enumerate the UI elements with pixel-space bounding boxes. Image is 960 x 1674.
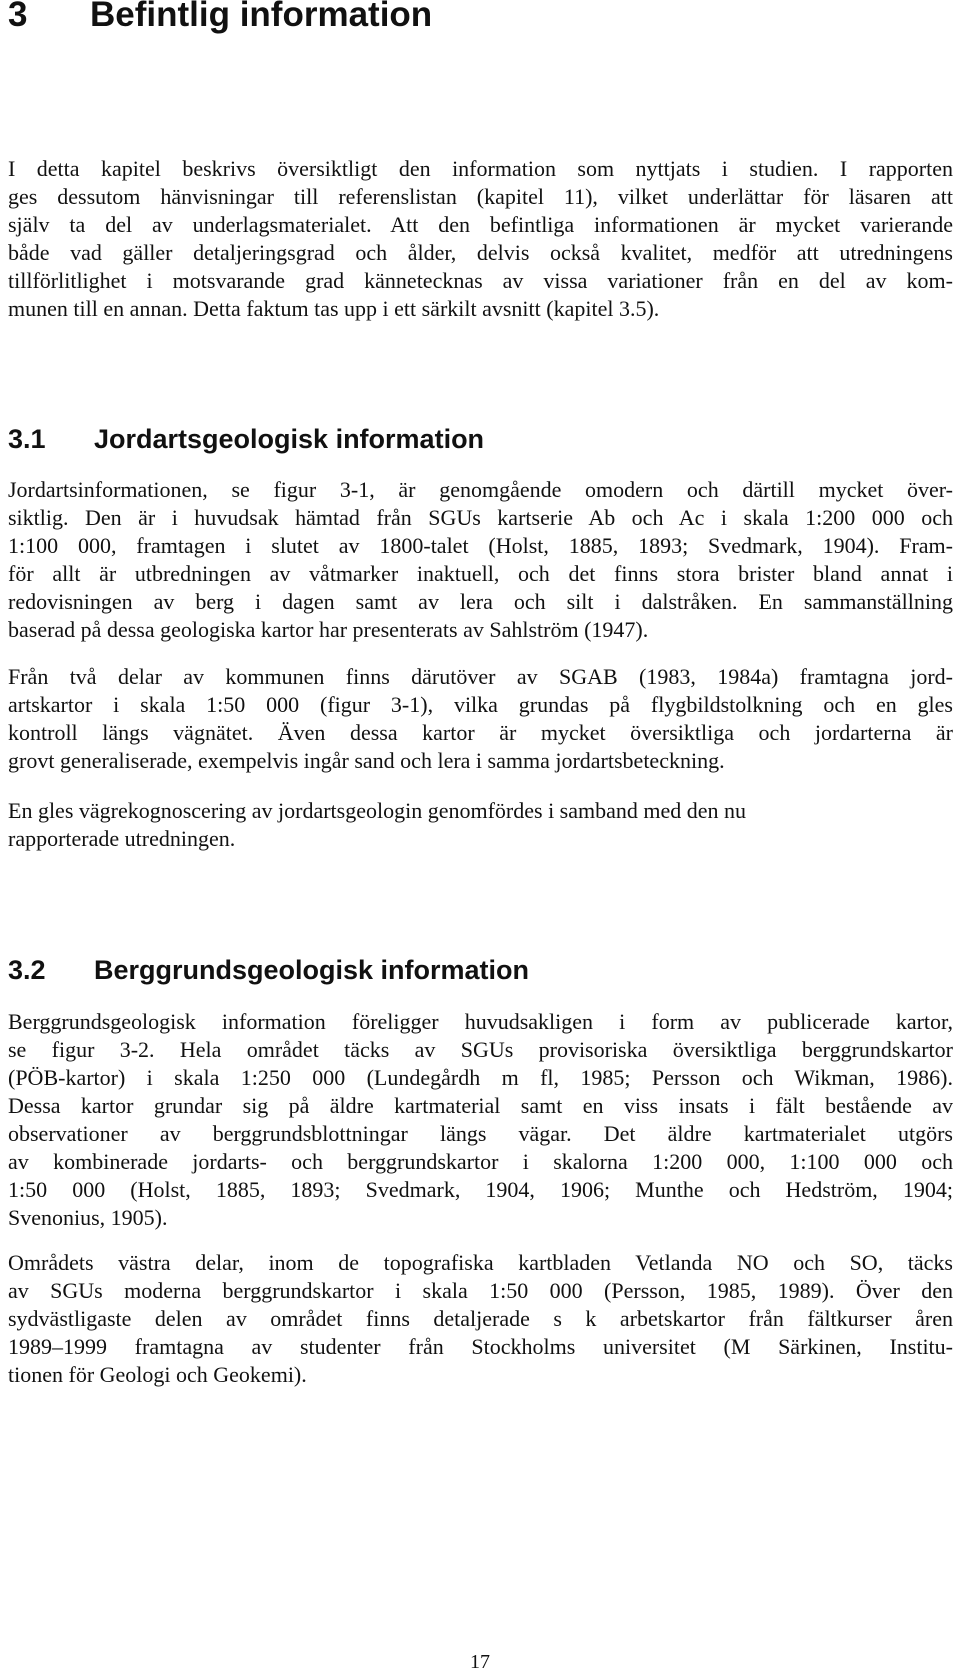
text-line: Från två delar av kommunen finns därutöver av SGAB (1983, 1984a) framtagna jord- <box>8 664 953 689</box>
text-line: rapporterade utredningen. <box>8 826 236 851</box>
text-line: för allt är utbredningen av våtmarker inaktuell, och det finns stora brister bland annat i <box>8 561 953 586</box>
text-line: Svenonius, 1905). <box>8 1205 168 1230</box>
text-line: 1:100 000, framtagen i slutet av 1800-talet (Holst, 1885, 1893; Svedmark, 1904). Fram- <box>8 533 953 558</box>
text-line: En gles vägrekognoscering av jordartsgeologin genomfördes i samband med den nu <box>8 798 747 823</box>
text-line: baserad på dessa geologiska kartor har presenterats av Sahlström (1947). <box>8 617 649 642</box>
text-line: se figur 3-2. Hela området täcks av SGUs provisoriska översiktliga berggrundskartor <box>8 1037 953 1062</box>
text-line: Jordartsinformationen, se figur 3-1, är genomgående omodern och därtill mycket över- <box>8 477 953 502</box>
text-line: munen till en annan. Detta faktum tas upp i ett särkilt avsnitt (kapitel 3.5). <box>8 296 660 321</box>
section-3-1-paragraph-1 <box>8 476 953 644</box>
text-line: både vad gäller detaljeringsgrad och ålder, delvis också kvalitet, medför att utredningens <box>8 240 953 265</box>
text-line: (PÖB-kartor) i skala 1:250 000 (Lundegårdh m fl, 1985; Persson och Wikman, 1986). <box>8 1065 953 1090</box>
chapter-heading <box>8 0 432 36</box>
text-line: kontroll längs vägnätet. Även dessa kartor är mycket översiktliga och jordarterna är <box>8 720 953 745</box>
text-line: 1:50 000 (Holst, 1885, 1893; Svedmark, 1904, 1906; Munthe och Hedström, 1904; <box>8 1177 953 1202</box>
section-3-1-paragraph-2 <box>8 663 953 775</box>
section-3-1-paragraph-3 <box>8 797 953 853</box>
text-line: av kombinerade jordarts- och berggrundskartor i skalorna 1:200 000, 1:100 000 och <box>8 1149 953 1174</box>
text-line: observationer av berggrundsblottningar längs vägar. Det äldre kartmaterialet utgörs <box>8 1121 953 1146</box>
section-3-1-heading <box>8 422 484 456</box>
text-line: artskartor i skala 1:50 000 (figur 3-1), vilka grundas på flygbildstolkning och en gles <box>8 692 953 717</box>
text-line: tionen för Geologi och Geokemi). <box>8 1362 307 1387</box>
text-line: grovt generaliserade, exempelvis ingår sand och lera i samma jordartsbeteckning. <box>8 748 725 773</box>
text-line: I detta kapitel beskrivs översiktligt den information som nyttjats i studien. I rapporten <box>8 156 953 181</box>
text-line: av SGUs moderna berggrundskartor i skala 1:50 000 (Persson, 1985, 1989). Över den <box>8 1278 953 1303</box>
text-line: tillförlitlighet i motsvarande grad kännetecknas av vissa variationer från en del av kom- <box>8 268 953 293</box>
section-number: 3.1 <box>8 424 46 454</box>
text-line: Dessa kartor grundar sig på äldre kartmaterial samt en viss insats i fält bestående av <box>8 1093 953 1118</box>
chapter-number: 3 <box>8 0 28 34</box>
section-title: Jordartsgeologisk information <box>94 424 485 454</box>
chapter-intro-paragraph <box>8 155 953 323</box>
text-line: siktlig. Den är i huvudsak hämtad från SGUs kartserie Ab och Ac i skala 1:200 000 och <box>8 505 953 530</box>
text-line: redovisningen av berg i dagen samt av lera och silt i dalstråken. En sammanställning <box>8 589 953 614</box>
page-number: 17 <box>470 1651 490 1673</box>
section-3-2-paragraph-1 <box>8 1008 953 1232</box>
text-line: sydvästligaste delen av området finns detaljerade s k arbetskartor från fältkurser åren <box>8 1306 953 1331</box>
text-line: ges dessutom hänvisningar till referenslistan (kapitel 11), vilket underlättar för läsaren att <box>8 184 953 209</box>
section-3-2-paragraph-2 <box>8 1249 953 1389</box>
text-line: själv ta del av underlagsmaterialet. Att den befintliga informationen är mycket varierande <box>8 212 953 237</box>
section-number: 3.2 <box>8 955 46 985</box>
chapter-title: Befintlig information <box>90 0 433 34</box>
text-line: 1989–1999 framtagna av studenter från Stockholms universitet (M Särkinen, Institu- <box>8 1334 953 1359</box>
section-3-2-heading <box>8 953 529 987</box>
section-title: Berggrundsgeologisk information <box>94 955 530 985</box>
text-line: Områdets västra delar, inom de topografiska kartbladen Vetlanda NO och SO, täcks <box>8 1250 953 1275</box>
text-line: Berggrundsgeologisk information föreligger huvudsakligen i form av publicerade kartor, <box>8 1009 953 1034</box>
